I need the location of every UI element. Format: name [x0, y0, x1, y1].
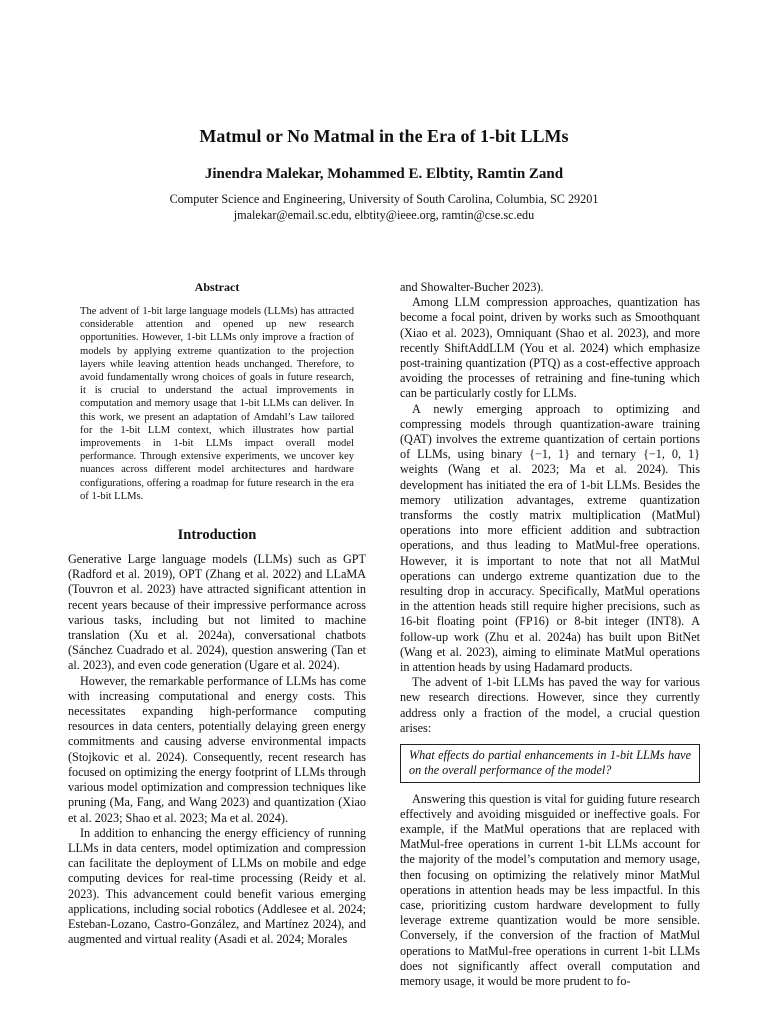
- section-heading-introduction: Introduction: [177, 527, 257, 544]
- right-column: [400, 280, 700, 989]
- author-emails: jmalekar@email.sc.edu, elbtity@ieee.org, ramtin@cse.sc.edu: [233, 208, 535, 222]
- intro-paragraph-3: In addition to enhancing the energy efficiency of running LLMs in data centers, model optimization and compression can facilitate the deployment of LLMs on mobile and edge computing devices for real-time processing (Reidy et al. 2023). This advancement could benefit various emerging applications, including social robotics (Addlesee et al. 2024; Esteban-Lozano, Castro-González, and Martínez 2024), and augmented and virtual reality (Asadi et al. 2024; Morales: [68, 825, 366, 947]
- author-affiliation-block: [0, 191, 768, 223]
- research-question-box: What effects do partial enhancements in 1-bit LLMs have on the overall performance of the model?: [400, 744, 700, 782]
- intro-paragraph-7: Answering this question is vital for guiding future research effectively and avoiding misguided or ineffective goals. For example, if the MatMul operations that are replaced with MatMul-free operations in current 1-bit LLMs account for the majority of the model’s computation and memory usage, then focusing on optimizing the relatively minor MatMul operations in attention heads may be less impactful. In this case, prioritizing custom hardware development to fully leverage extreme quantization would be more sensible. Conversely, if the conversion of the fraction of MatMul operations to MatMul-free operations in current 1-bit LLMs does not significantly affect overall computation and memory usage, it would be more prudent to fo-: [400, 791, 700, 988]
- intro-paragraph-1: Generative Large language models (LLMs) such as GPT (Radford et al. 2019), OPT (Zhang et al. 2022) and LLaMA (Touvron et al. 2023) have attracted significant attention in recent years because of their impressive performance across various tasks, including but not limited to machine translation (Xu et al. 2024a), conversational chatbots (Sánchez Cuadrado et al. 2024), question answering (Tan et al. 2023), and even code generation (Ugare et al. 2024).: [68, 552, 366, 673]
- affiliation: Computer Science and Engineering, University of South Carolina, Columbia, SC 29201: [169, 192, 599, 206]
- intro-paragraph-5: A newly emerging approach to optimizing and compressing models through quantization-aware training (QAT) involves the extreme quantization of certain portions of LLMs, using binary {−1, 1} and ternary {−1, 0, 1} weights (Wang et al. 2023; Ma et al. 2024). This development has initiated the era of 1-bit LLMs. Besides the memory utilization advantages, extreme quantization transforms the costly matrix multiplication (MatMul) operations into more efficient addition and subtraction operations, and thus leading to MatMul-free operations. However, it is important to note that not all MatMul operations can undergo extreme quantization due to the resulting drop in accuracy. Specifically, MatMul operations in the attention heads still require higher precisions, such as 16-bit floating point (FP16) or 8-bit integer (INT8). A follow-up work (Zhu et al. 2024a) has built upon BitNet (Wang et al. 2023), aiming to eliminate MatMul operations in attention heads by using Hadamard products.: [400, 401, 700, 675]
- intro-paragraph-3-continued: and Showalter-Bucher 2023).: [400, 280, 544, 294]
- intro-paragraph-4: Among LLM compression approaches, quantization has become a focal point, driven by works such as Smoothquant (Xiao et al. 2023), Omniquant (Shao et al. 2023), and more recently ShiftAddLLM (You et al. 2024) which emphasize post-training quantization (PTQ) as a cost-effective approach avoiding the processes of retraining and fine-tuning which can be particularly costly for LLMs.: [400, 295, 700, 401]
- left-column: [68, 280, 366, 947]
- intro-paragraph-2: However, the remarkable performance of LLMs has come with increasing computational and energy costs. This necessitates expanding high-performance computing resources in data centers, potentially delaying green energy commitments and causing adverse environmental impacts (Stojkovic et al. 2024). Consequently, recent research has focused on optimizing the energy footprint of LLMs through various model optimization and compression techniques like pruning (Ma, Fang, and Wang 2023) and quantization (Xiao et al. 2023; Shao et al. 2023; Ma et al. 2024).: [68, 673, 366, 825]
- paper-authors: Jinendra Malekar, Mohammed E. Elbtity, Ramtin Zand: [204, 166, 564, 182]
- paper-title: Matmul or No Matmal in the Era of 1-bit LLMs: [199, 126, 569, 146]
- intro-paragraph-6: The advent of 1-bit LLMs has paved the way for various new research directions. However, since they currently address only a fraction of the model, a crucial question arises:: [400, 675, 700, 735]
- abstract-text: The advent of 1-bit large language models (LLMs) has attracted considerable attention and opened up new research opportunities. However, 1-bit LLMs only improve a fraction of models by applying extreme quantization to the projection layers while leaving attention heads unchanged. Therefore, to avoid fundamentally wrong choices of goals in future research, it is crucial to understand the actual improvements in computation and memory usage that 1-bit LLMs can deliver. In this work, we present an adaptation of Amdahl’s Law tailored for the 1-bit LLM context, which illustrates how partial improvements in 1-bit LLMs impact overall model performance. Through extensive experiments, we uncover key nuances across different model architectures and hardware configurations, offering a roadmap for future research in the era of 1-bit LLMs.: [80, 306, 354, 502]
- abstract-heading: Abstract: [194, 280, 240, 294]
